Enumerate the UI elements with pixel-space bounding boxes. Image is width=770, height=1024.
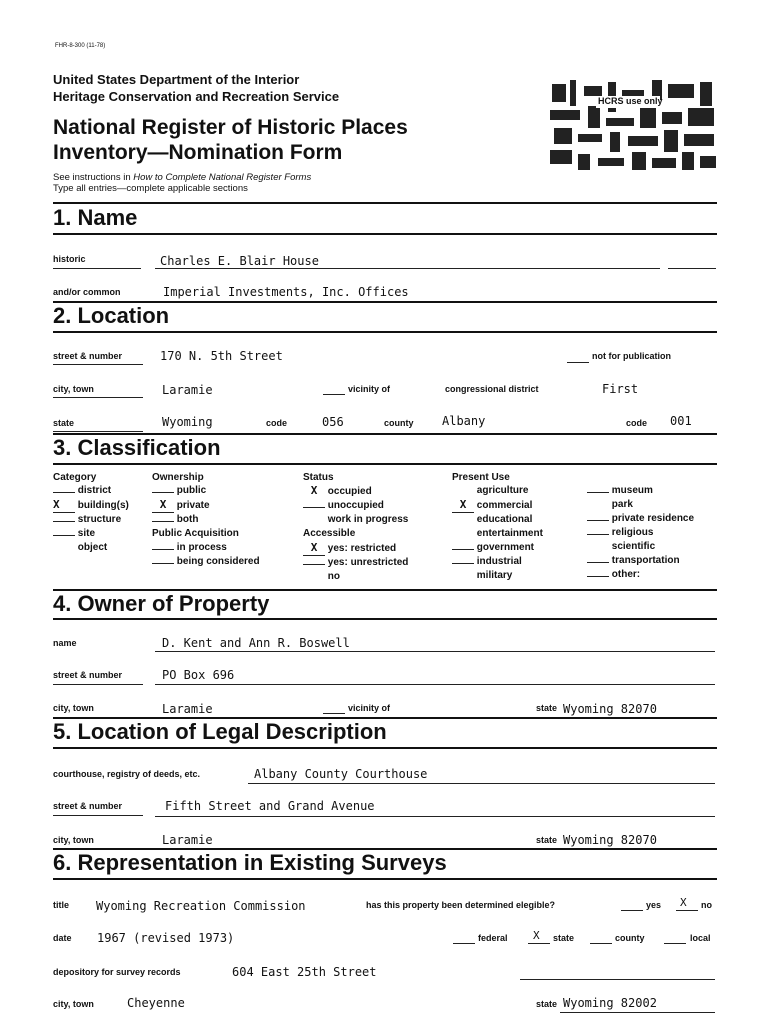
survey-date-field[interactable]: 1967 (revised 1973) bbox=[97, 931, 235, 945]
legal-city-label: city, town bbox=[53, 835, 94, 845]
form-title-line-1: National Register of Historic Places bbox=[53, 116, 408, 139]
acquisition-in-process[interactable]: in process bbox=[176, 542, 227, 553]
accessible-header: Accessible bbox=[303, 528, 356, 539]
state-code-field[interactable]: 056 bbox=[322, 415, 344, 429]
status-occupied[interactable]: occupied bbox=[327, 486, 372, 497]
category-site[interactable]: site bbox=[77, 528, 96, 539]
use-commercial[interactable]: commercial bbox=[476, 500, 533, 511]
restricted-mark: X bbox=[303, 541, 325, 556]
common-name-field[interactable]: Imperial Investments, Inc. Offices bbox=[163, 285, 409, 299]
owner-name-label: name bbox=[53, 638, 77, 648]
use-museum[interactable]: museum bbox=[611, 485, 653, 496]
use-park[interactable]: park bbox=[611, 499, 633, 510]
use-educational[interactable]: educational bbox=[476, 514, 533, 525]
county-code-field[interactable]: 001 bbox=[670, 414, 692, 428]
congressional-district-field[interactable]: First bbox=[602, 382, 639, 396]
county-label: county bbox=[384, 418, 414, 428]
city-town-field[interactable]: Laramie bbox=[162, 383, 213, 397]
category-buildings[interactable]: building(s) bbox=[77, 500, 129, 511]
survey-date-label: date bbox=[53, 933, 72, 943]
common-name-label: and/or common bbox=[53, 287, 121, 297]
occupied-mark: X bbox=[310, 484, 318, 497]
section-3-heading: 3. Classification bbox=[53, 435, 221, 460]
state-code-label: code bbox=[266, 418, 288, 428]
owner-street-field[interactable]: PO Box 696 bbox=[162, 668, 235, 682]
survey-title-label: title bbox=[53, 900, 70, 910]
ownership-public[interactable]: public bbox=[176, 485, 207, 496]
survey-county[interactable]: county bbox=[615, 933, 645, 943]
use-government[interactable]: government bbox=[476, 542, 535, 553]
accessible-no[interactable]: no bbox=[327, 571, 340, 582]
use-agriculture[interactable]: agriculture bbox=[476, 485, 529, 496]
present-use-header: Present Use bbox=[452, 472, 510, 483]
survey-federal[interactable]: federal bbox=[478, 933, 508, 943]
agency-use-stamp bbox=[548, 78, 718, 172]
use-entertainment[interactable]: entertainment bbox=[476, 528, 543, 539]
status-unoccupied[interactable]: unoccupied bbox=[327, 500, 384, 511]
private-mark: X bbox=[152, 498, 174, 513]
category-district[interactable]: district bbox=[77, 485, 112, 496]
eligible-yes[interactable]: yes bbox=[646, 900, 662, 910]
historic-label: historic bbox=[53, 254, 86, 264]
owner-vicinity-label: vicinity of bbox=[348, 703, 391, 713]
ownership-list bbox=[152, 484, 260, 569]
legal-street-label: street & number bbox=[53, 801, 123, 811]
section-1-heading: 1. Name bbox=[53, 205, 138, 230]
use-military[interactable]: military bbox=[476, 570, 513, 581]
section-5-heading: 5. Location of Legal Description bbox=[53, 719, 387, 744]
not-for-publication-label: not for publication bbox=[592, 351, 671, 361]
owner-city-field[interactable]: Laramie bbox=[162, 702, 213, 716]
owner-street-label: street & number bbox=[53, 670, 123, 680]
city-town-label: city, town bbox=[53, 384, 94, 394]
commercial-mark: X bbox=[452, 498, 474, 513]
survey-state-label: state bbox=[536, 999, 558, 1009]
owner-state-field[interactable]: Wyoming 82070 bbox=[563, 702, 657, 716]
survey-city-label: city, town bbox=[53, 999, 94, 1009]
instructions-line-1: See instructions in How to Complete National Register Forms bbox=[53, 172, 312, 183]
status-list bbox=[303, 484, 408, 584]
county-field[interactable]: Albany bbox=[442, 414, 486, 428]
vicinity-label: vicinity of bbox=[348, 384, 391, 394]
use-industrial[interactable]: industrial bbox=[476, 556, 522, 567]
street-number-field[interactable]: 170 N. 5th Street bbox=[160, 349, 283, 363]
category-object[interactable]: object bbox=[77, 542, 108, 553]
ownership-header: Ownership bbox=[152, 472, 204, 483]
ownership-both[interactable]: both bbox=[176, 514, 199, 525]
category-list bbox=[53, 484, 129, 555]
depository-label: depository for survey records bbox=[53, 967, 181, 977]
use-transportation[interactable]: transportation bbox=[611, 555, 680, 566]
survey-title-field[interactable]: Wyoming Recreation Commission bbox=[96, 899, 306, 913]
accessible-restricted[interactable]: yes: restricted bbox=[327, 543, 397, 554]
section-6-heading: 6. Representation in Existing Surveys bbox=[53, 850, 447, 875]
present-use-list-1 bbox=[452, 484, 543, 583]
survey-state-mark: X bbox=[533, 929, 540, 942]
stamp-pattern bbox=[548, 78, 718, 172]
courthouse-field[interactable]: Albany County Courthouse bbox=[254, 767, 428, 781]
owner-city-label: city, town bbox=[53, 703, 94, 713]
accessible-unrestricted[interactable]: yes: unrestricted bbox=[327, 557, 409, 568]
survey-state[interactable]: state bbox=[553, 933, 575, 943]
legal-state-field[interactable]: Wyoming 82070 bbox=[563, 833, 657, 847]
survey-city-field[interactable]: Cheyenne bbox=[127, 996, 185, 1010]
eligible-no-mark: X bbox=[680, 896, 687, 909]
historic-name-field[interactable]: Charles E. Blair House bbox=[160, 254, 319, 268]
owner-state-label: state bbox=[536, 703, 558, 713]
legal-street-field[interactable]: Fifth Street and Grand Avenue bbox=[165, 799, 375, 813]
owner-name-field[interactable]: D. Kent and Ann R. Boswell bbox=[162, 636, 350, 650]
section-4-heading: 4. Owner of Property bbox=[53, 591, 270, 616]
category-header: Category bbox=[53, 472, 97, 483]
county-code-label: code bbox=[626, 418, 648, 428]
status-work-in-progress[interactable]: work in progress bbox=[327, 514, 409, 525]
use-religious[interactable]: religious bbox=[611, 527, 654, 538]
acquisition-being-considered[interactable]: being considered bbox=[176, 556, 260, 567]
survey-local[interactable]: local bbox=[690, 933, 711, 943]
category-structure[interactable]: structure bbox=[77, 514, 122, 525]
status-header: Status bbox=[303, 472, 334, 483]
state-field[interactable]: Wyoming bbox=[162, 415, 213, 429]
eligible-question: has this property been determined elegible? bbox=[366, 900, 556, 910]
legal-city-field[interactable]: Laramie bbox=[162, 833, 213, 847]
present-use-list-2 bbox=[587, 484, 694, 582]
congressional-district-label: congressional district bbox=[445, 384, 539, 394]
use-scientific[interactable]: scientific bbox=[611, 541, 656, 552]
legal-state-label: state bbox=[536, 835, 558, 845]
stamp-text: HCRS use only bbox=[598, 96, 663, 106]
use-private-residence[interactable]: private residence bbox=[611, 513, 695, 524]
depository-field[interactable]: 604 East 25th Street bbox=[232, 965, 377, 979]
street-number-label: street & number bbox=[53, 351, 123, 361]
agency-line-2: Heritage Conservation and Recreation Service bbox=[53, 89, 340, 104]
survey-state-field[interactable]: Wyoming 82002 bbox=[563, 996, 657, 1010]
section-2-heading: 2. Location bbox=[53, 303, 170, 328]
form-code: FHR-8-300 (11-78) bbox=[55, 43, 106, 49]
instructions-line-2: Type all entries—complete applicable sections bbox=[53, 183, 248, 194]
ownership-private[interactable]: private bbox=[176, 500, 210, 511]
building-mark: X bbox=[53, 498, 75, 513]
form-title-line-2: Inventory—Nomination Form bbox=[53, 141, 343, 164]
courthouse-label: courthouse, registry of deeds, etc. bbox=[53, 769, 201, 779]
state-label: state bbox=[53, 418, 75, 428]
eligible-no[interactable]: no bbox=[701, 900, 712, 910]
use-other[interactable]: other: bbox=[611, 569, 641, 580]
agency-line-1: United States Department of the Interior bbox=[53, 72, 300, 87]
acquisition-header: Public Acquisition bbox=[152, 528, 239, 539]
